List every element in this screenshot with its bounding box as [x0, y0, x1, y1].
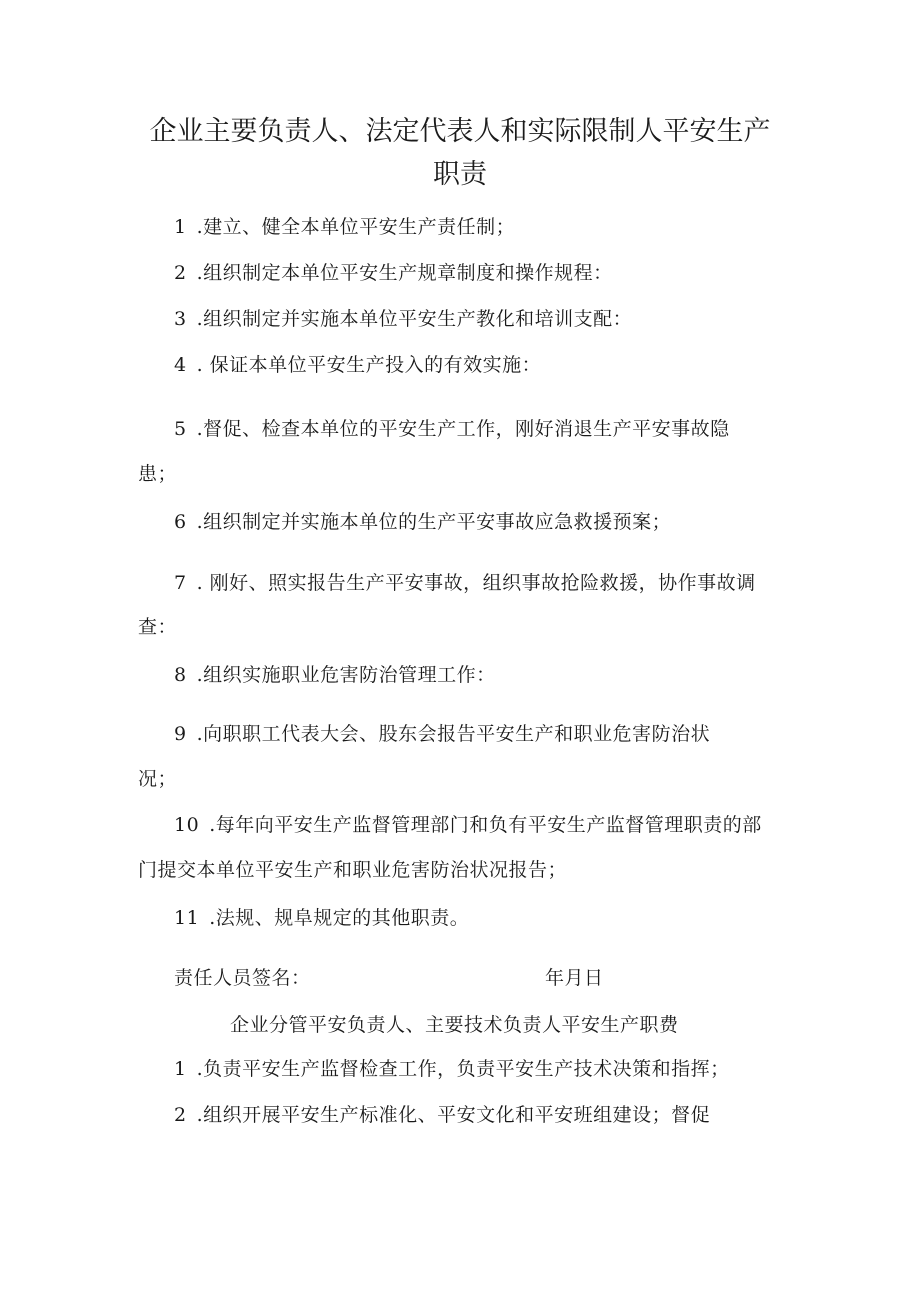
list-item: [174, 812, 762, 838]
list-item: [174, 306, 632, 332]
section2-title: 企业分管平安负责人、主要技术负责人平安生产职费: [230, 1014, 679, 1036]
item-text: .组织开展平安生产标准化、平安文化和平安班组建设；督促: [196, 1104, 711, 1126]
item-text: .组织制定本单位平安生产规章制度和操作规程：: [196, 262, 613, 284]
item-number: 11: [174, 907, 200, 929]
signature-label: 责任人员签名：: [174, 967, 311, 989]
item-continuation: 门提交本单位平安生产和职业危害防治状况报告；: [138, 859, 568, 881]
list-item: [174, 662, 496, 688]
item-number: 1: [174, 1058, 187, 1080]
list-item: [174, 570, 756, 596]
list-item: [174, 905, 469, 931]
item-text: .组织制定并实施本单位的生产平安事故应急救援预案；: [196, 511, 672, 533]
item-text: .建立、健全本单位平安生产责任制；: [196, 216, 516, 238]
item-number: 2: [174, 262, 187, 284]
list-item: [174, 721, 710, 747]
item-continuation: 况；: [138, 768, 178, 790]
item-continuation: 查：: [138, 616, 178, 638]
list-item: [174, 1056, 730, 1082]
list-item: [174, 352, 541, 378]
date-label: 年月日: [545, 967, 604, 989]
item-text: .向职职工代表大会、股东会报告平安生产和职业危害防治状: [196, 723, 711, 745]
item-number: 5: [174, 418, 187, 440]
item-number: 6: [174, 511, 187, 533]
list-item: [174, 260, 613, 286]
list-item: [174, 1102, 710, 1128]
item-text: .每年向平安生产监督管理部门和负有平安生产监督管理职责的部: [209, 814, 762, 836]
item-number: 4: [174, 354, 187, 376]
item-text: .督促、检查本单位的平安生产工作，刚好消退生产平安事故隐: [196, 418, 730, 440]
item-text: . 保证本单位平安生产投入的有效实施：: [196, 354, 542, 376]
item-number: 2: [174, 1104, 187, 1126]
item-text: .法规、规阜规定的其他职责。: [209, 907, 470, 929]
item-text: . 刚好、照实报告生产平安事故，组织事故抢险救援，协作事故调: [196, 572, 756, 594]
item-number: 9: [174, 723, 187, 745]
item-number: 7: [174, 572, 187, 594]
item-number: 3: [174, 308, 187, 330]
item-text: .负责平安生产监督检查工作，负责平安生产技术决策和指挥；: [196, 1058, 730, 1080]
item-number: 8: [174, 664, 187, 686]
list-item: [174, 214, 515, 240]
document-title-line1: 企业主要负责人、法定代表人和实际限制人平安生产: [149, 116, 771, 147]
document-title-line2: 职责: [433, 159, 487, 190]
item-text: .组织制定并实施本单位平安生产教化和培训支配：: [196, 308, 633, 330]
item-text: .组织实施职业危害防治管理工作：: [196, 664, 496, 686]
list-item: [174, 509, 671, 535]
item-number: 10: [174, 814, 200, 836]
list-item: [174, 416, 730, 442]
item-continuation: 患；: [138, 463, 178, 485]
item-number: 1: [174, 216, 187, 238]
